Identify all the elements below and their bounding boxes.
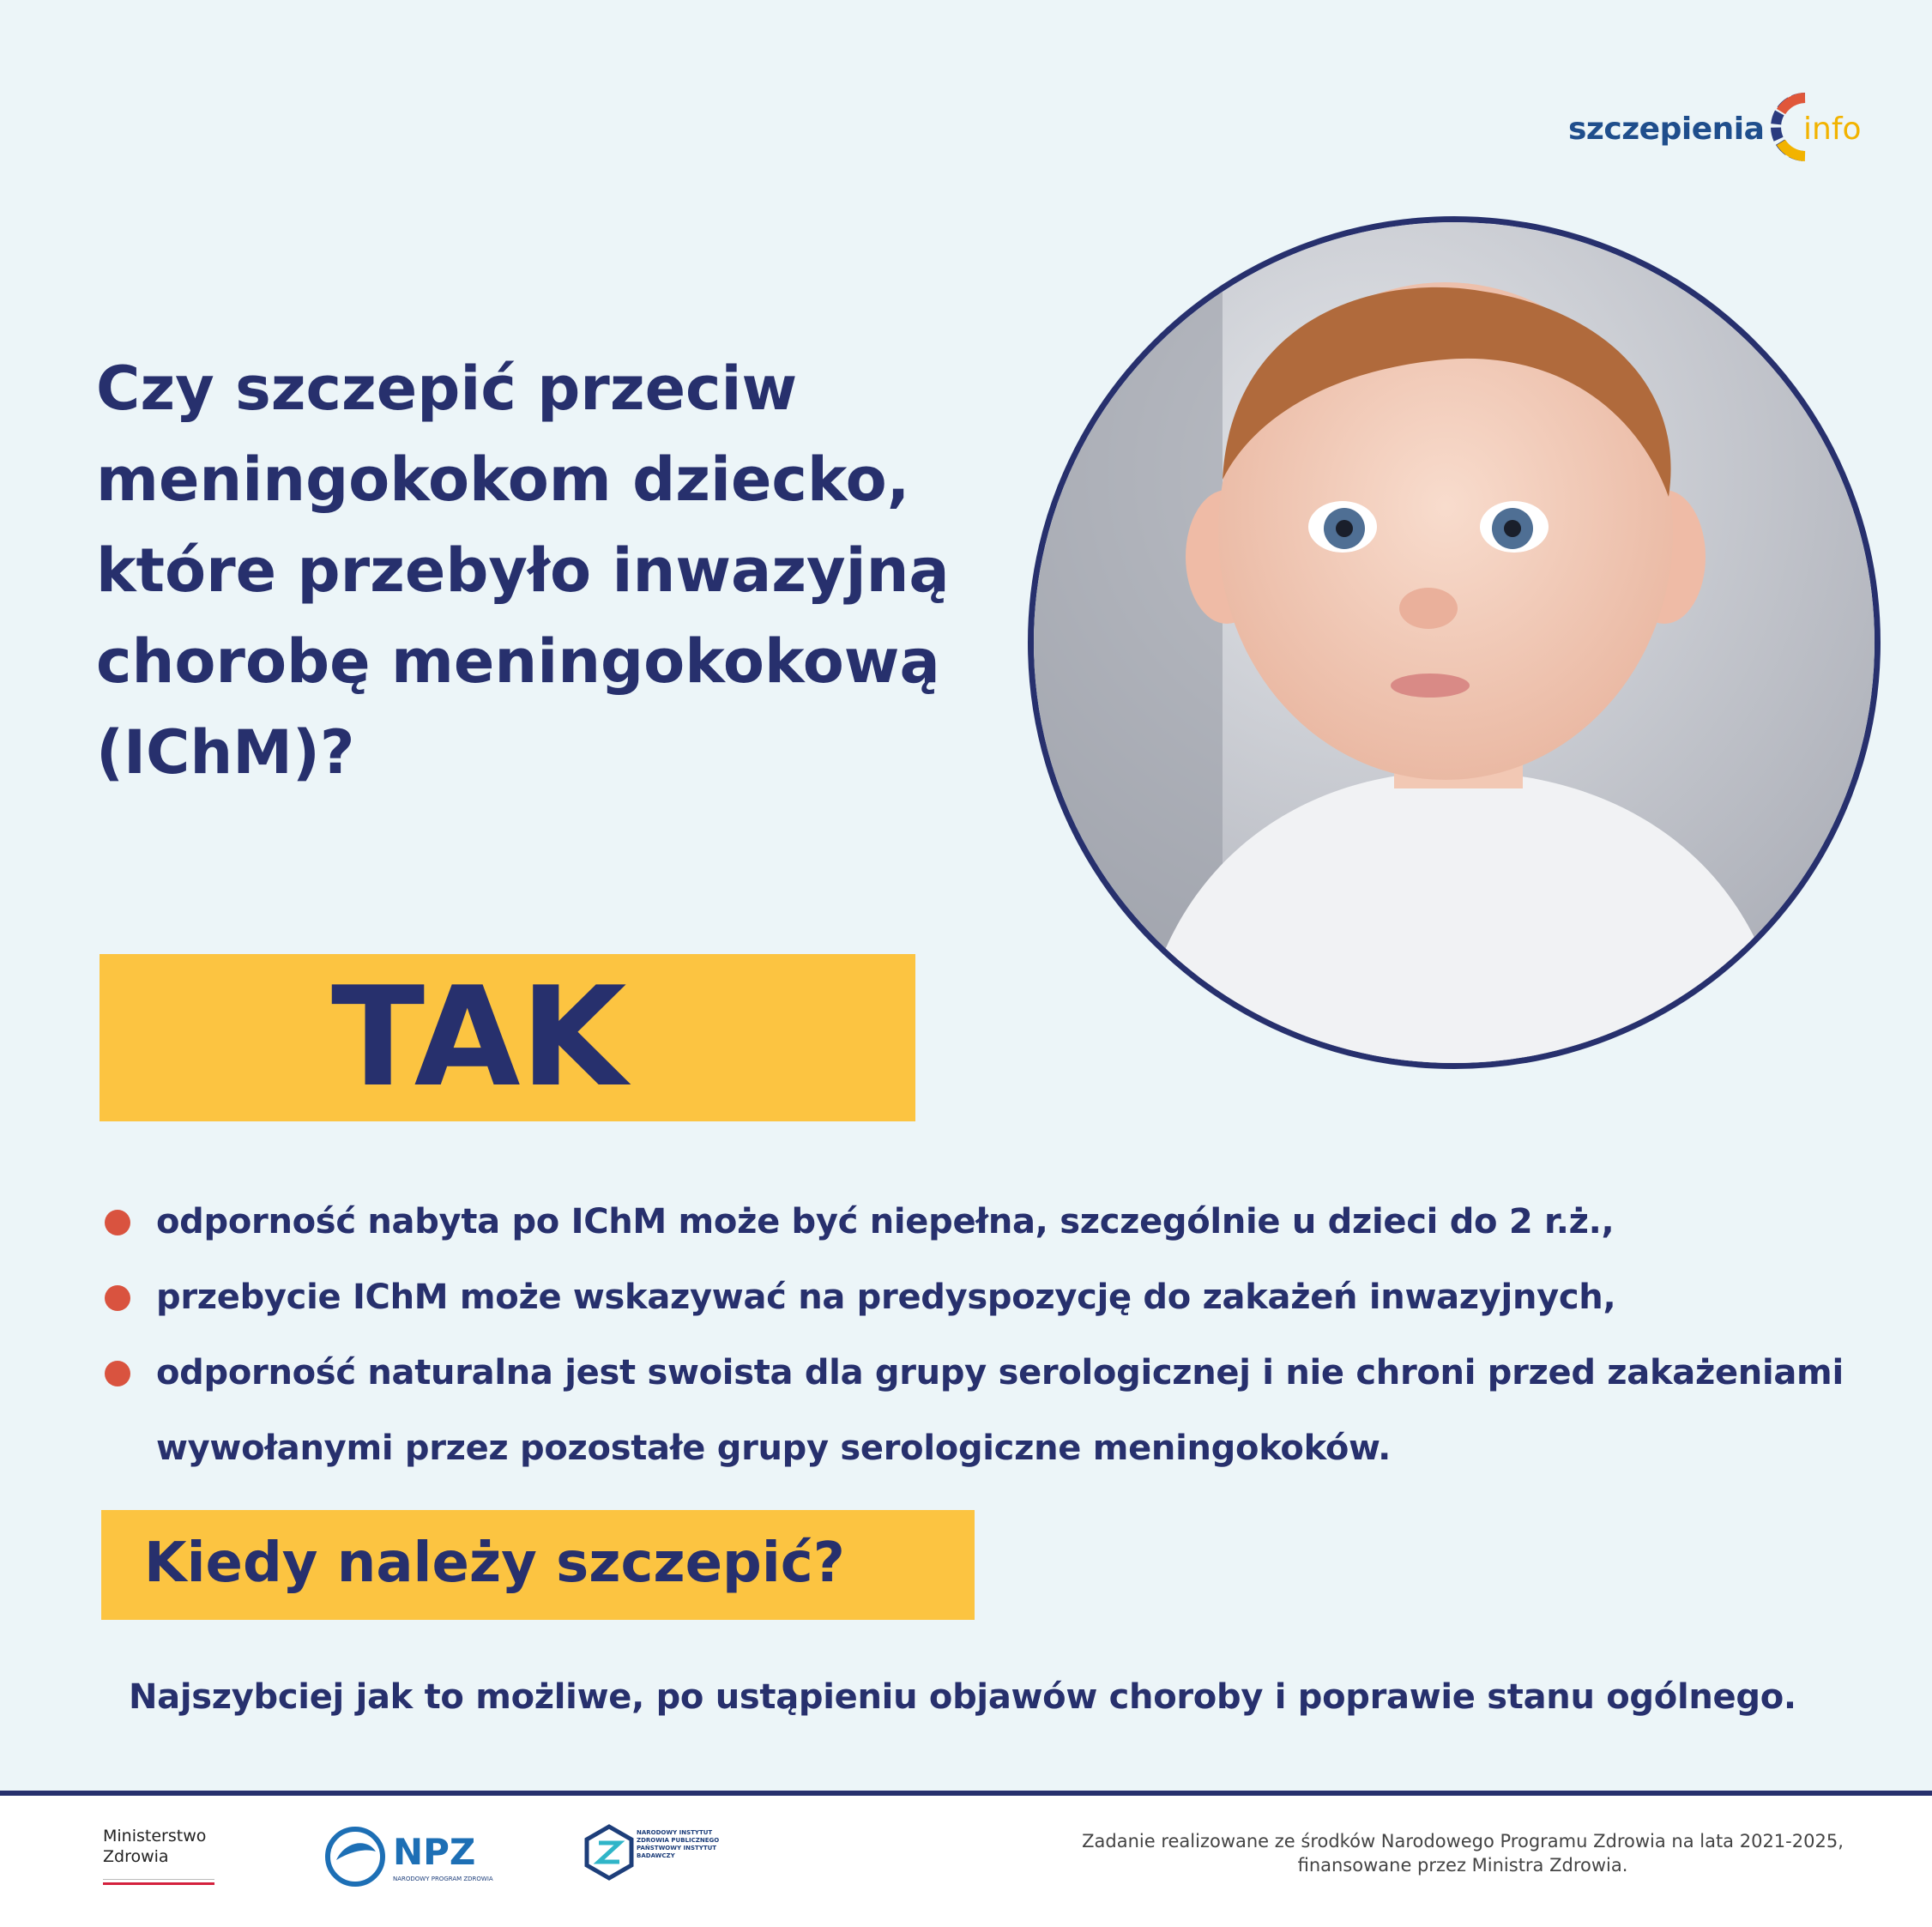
answer-yes-box: [100, 954, 915, 1121]
ministry-of-health-logo[interactable]: [103, 1826, 223, 1886]
when-to-vaccinate-heading: Kiedy należy szczepić?: [144, 1531, 845, 1595]
when-to-vaccinate-box: [101, 1510, 975, 1620]
npz-logo[interactable]: [324, 1826, 496, 1886]
baby-photo-illustration: [1034, 222, 1875, 1063]
flag-red-stripe: [103, 1882, 214, 1885]
szczepienia-info-logo[interactable]: [1568, 86, 1860, 172]
reason-text: przebycie IChM może wskazywać na predyspozycję do zakażeń inwazyjnych,: [156, 1278, 1616, 1317]
nizp-logo[interactable]: [583, 1824, 721, 1884]
funding-note: [1012, 1829, 1913, 1877]
answer-yes-label: TAK: [331, 957, 627, 1117]
reason-text: odporność naturalna jest swoista dla grupy serologicznej i nie chroni przed zakażeniami wywołanymi przez pozostałe grupy serologiczne meningokoków.: [156, 1353, 1844, 1468]
bullet-dot-icon: [105, 1210, 130, 1235]
ministry-line2: Zdrowia: [103, 1847, 169, 1866]
bullet-dot-icon: [105, 1285, 130, 1311]
baby-photo: [1028, 216, 1881, 1069]
npz-abbr: NPZ: [393, 1831, 476, 1873]
headline: Czy szczepić przeciw meningokokom dziecko, które przebyło inwazyjną chorobę meningokokową (IChM)?: [96, 353, 950, 788]
bullet-dot-icon: [105, 1361, 130, 1386]
list-item: [103, 1184, 1870, 1259]
npz-full-name: NARODOWY PROGRAM ZDROWIA: [393, 1876, 493, 1882]
logo-text-info: info: [1803, 112, 1862, 147]
reason-text: odporność nabyta po IChM może być niepełna, szczególnie u dzieci do 2 r.ż.,: [156, 1202, 1615, 1241]
reasons-list: [103, 1184, 1870, 1486]
nizp-name: NARODOWY INSTYTUT ZDROWIA PUBLICZNEGO PAŃSTWOWY INSTYTUT BADAWCZY: [637, 1829, 720, 1859]
funding-line2: finansowane przez Ministra Zdrowia.: [1297, 1855, 1628, 1876]
when-to-vaccinate-answer: Najszybciej jak to możliwe, po ustąpieniu objawów choroby i poprawie stanu ogólnego.: [129, 1677, 1796, 1717]
nizp-hexagon-icon: [583, 1824, 635, 1881]
list-item: [103, 1259, 1870, 1335]
ministry-line1: Ministerstwo: [103, 1827, 207, 1845]
npz-globe-icon: [324, 1826, 386, 1888]
funding-line1: Zadanie realizowane ze środków Narodowego Programu Zdrowia na lata 2021-2025,: [1082, 1831, 1844, 1851]
list-item: [103, 1335, 1870, 1486]
logo-text-szczepienia: szczepienia: [1568, 112, 1765, 147]
